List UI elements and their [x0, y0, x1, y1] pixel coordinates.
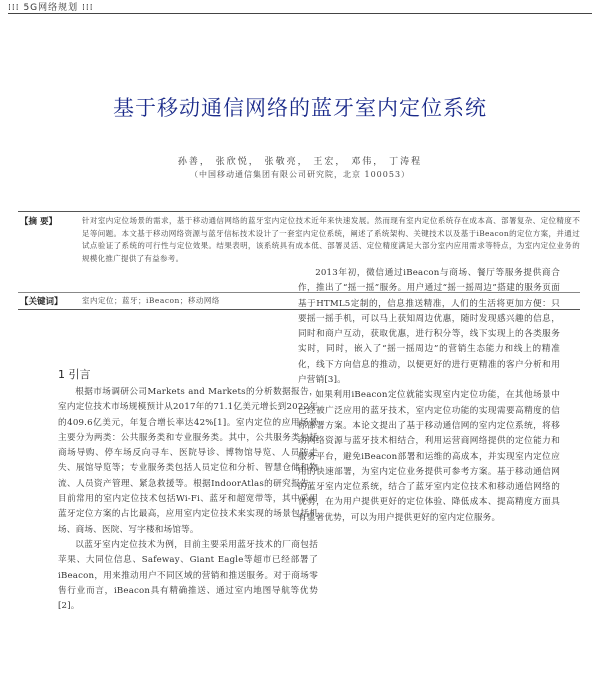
journal-header-text: 5G网络规划: [23, 3, 79, 13]
article-affiliation: （中国移动通信集团有限公司研究院，北京 100053）: [189, 170, 411, 179]
right-paragraph-1: 2013年初，微信通过iBeacon与商场、餐厅等服务提供商合作，推出了“摇一摇”服务。用户通过“摇一摇周边”搭建的服务页面基于HTML5定制的，信息推送精准，人们的生活将更加方便：只要摇一摇手机，可以马上获知周边优惠，随时发现感兴趣的信息，同时和商户互动，获取优惠，进行积分等，线下实现上的各类服务实时，同时，嵌入了“摇一摇周边”的营销生态能力和线上的精准化，线下方向信息的推动，以便更好的进行更精准的客户分析和用户营销[3]。: [298, 268, 560, 386]
journal-header-tag: ⁞⁞⁞ 5G网络规划 ⁞⁞⁞: [8, 3, 94, 13]
section-heading: 1 引言: [58, 368, 91, 381]
left-paragraph-1: 根据市场调研公司Markets and Markets的分析数据报告，室内定位技术市场规模预计从2017年的71.1亿美元增长到2022年的409.6亿美元，年复合增长率达42%[1]。室内定位的应用场景主要分为两类：公共服务类和专业服务类。其中，公共服务类包括商场导购、停车场反向寻车、医院导诊、博物馆导览、人员防走失、展馆导览等；专业服务类包括人员定位和分析、智慧仓储和物流、人员资产管理、紧急救援等。根据IndoorAtlas的研究报告，目前常用的室内定位技术包括Wi-Fi、蓝牙和超宽带等，其中采用蓝牙定位方案的占比最高，应用室内定位技术来实现的场景包括机场、商场、医院、写字楼和场馆等。: [58, 387, 318, 535]
left-paragraph-2: 以蓝牙室内定位技术为例，目前主要采用蓝牙技术的厂商包括苹果、大同位信息、Safeway、Giant Eagle等超市已经部署了iBeacon，用来推动用户不同区域的营销和推送服务。对于商场零售行业而言，iBeacon具有精确推送、通过室内地图导航等优势[2]。: [58, 539, 318, 612]
right-paragraph-2: 如果利用iBeacon定位就能实现室内定位功能，在其他场景中已经被广泛应用的蓝牙技术，室内定位功能的实现需要高精度的信标部署方案。本论文提出了基于移动通信网的室内定位系统，将移动网络资源与蓝牙技术相结合，利用运营商网络提供的定位能力和服务平台，避免iBeacon部署和运维的高成本，并实现室内定位应用的快速部署，为室内定位业务提供可参考方案。基于移动通信网的蓝牙室内定位系统，结合了蓝牙室内定位技术和移动通信网络的优势，在为用户提供更好的定位体验、降低成本、提高精度方面具有显著优势，可以为用户提供更好的室内定位服务。: [298, 390, 560, 523]
keywords-label: 【关键词】: [20, 297, 63, 307]
right-column: [298, 266, 560, 526]
article-title: 基于移动通信网络的蓝牙室内定位系统: [113, 96, 487, 120]
abstract-text: 针对室内定位场景的需求，基于移动通信网络的蓝牙室内定位技术近年来快速发展。然而现有室内定位系统存在成本高、部署复杂、定位精度不足等问题。本文基于移动网络资源与蓝牙信标技术设计了一套室内定位系统，阐述了系统架构、关键技术以及基于iBeacon的定位方案，并通过试点验证了系统的可行性与定位效果。结果表明，该系统具有成本低、部署灵活、定位精度满足大部分室内应用需求等特点，为室内定位业务的规模化推广提供了有益参考。: [82, 216, 580, 263]
header-divider: [8, 13, 592, 14]
left-column: [58, 385, 318, 614]
article-authors: 孙善， 张欣悦， 张敬亮， 王宏， 邓伟， 丁涛程: [177, 157, 423, 167]
abstract-label: 【摘 要】: [20, 217, 57, 227]
keywords-text: 室内定位；蓝牙；iBeacon；移动网络: [82, 296, 220, 305]
